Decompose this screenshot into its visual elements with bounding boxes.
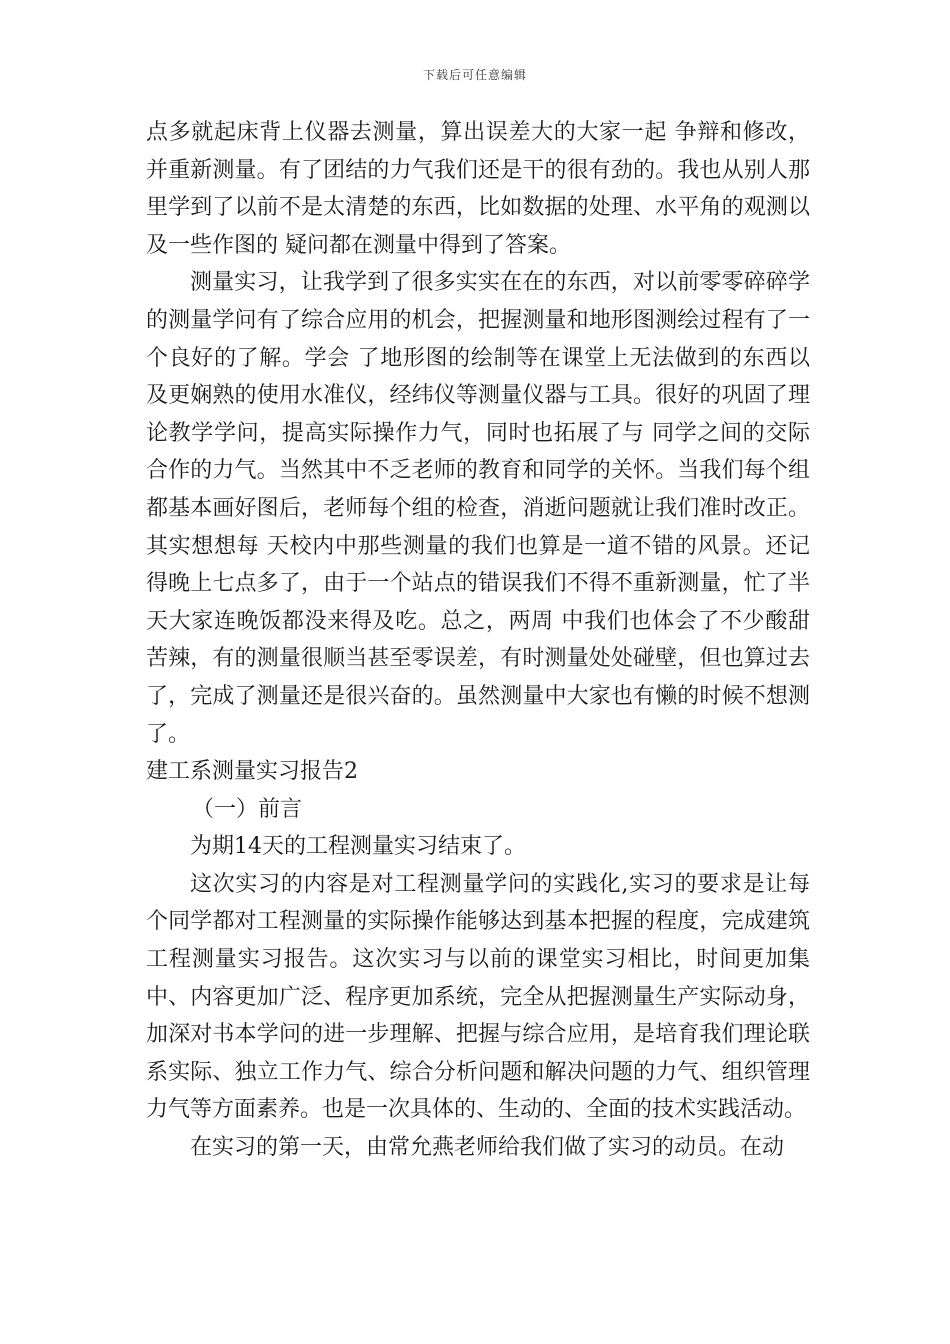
paragraph-survey-practice: 测量实习，让我学到了很多实实在在的东西，对以前零零碎碎学的测量学问有了综合应用的机会，把握测量和地形图测绘过程有了一个良好的了解。学会 了地形图的绘制等在课堂上无法做到的东西以及更娴熟的使用水准仪，经纬仪等测量仪器与工具。很好的巩固了理论教学学问，提高实际操作力气，同时也拓展了与 同学之间的交际合作的力气。当然其中不乏老师的教育和同学的关怀。当我们每个组都基本画好图后，老师每个组的检查，消逝问题就让我们准时改正。其实想想每 天校内中那些测量的我们也算是一道不错的风景。还记得晚上七点多了，由于一个站点的错误我们不得不重新测量，忙了半天大家连晚饭都没来得及吃。总之，两周 中我们也体会了不少酸甜苦辣，有的测量很顺当甚至零误差，有时测量处处碰壁，但也算过去了，完成了测量还是很兴奋的。虽然测量中大家也有懒的时候不想测 了。: [146, 270, 810, 747]
paragraph-first-day: 在实习的第一天，由常允燕老师给我们做了实习的动员。在动: [190, 1135, 785, 1161]
document-body: [146, 114, 810, 1167]
section-title: 建工系测量实习报告2: [146, 759, 358, 785]
page-header-note: 下载后可任意编辑: [422, 68, 527, 82]
paragraph-continuation: 点多就起床背上仪器去测量，算出误差大的大家一起 争辩和修改，并重新测量。有了团结的力气我们还是干的很有劲的。我也从别人那里学到了以前不是太清楚的东西，比如数据的处理、水平角的观测以及一些作图的 疑问都在测量中得到了答案。: [146, 120, 810, 258]
paragraph-content: 这次实习的内容是对工程测量学问的实践化,实习的要求是让每个同学都对工程测量的实际操作能够达到基本把握的程度，完成建筑工程测量实习报告。这次实习与以前的课堂实习相比，时间更加集中、内容更加广泛、程序更加系统，完全从把握测量生产实际动身，加深对书本学问的进一步理解、把握与综合应用，是培育我们理论联系实际、独立工作力气、综合分析问题和解决问题的力气、组织管理力气等方面素养。也是一次具体的、生动的、全面的技术实践活动。: [146, 871, 810, 1123]
paragraph-duration: 为期14天的工程测量实习结束了。: [190, 834, 526, 860]
subsection-heading-preface: （一）前言: [192, 796, 303, 822]
